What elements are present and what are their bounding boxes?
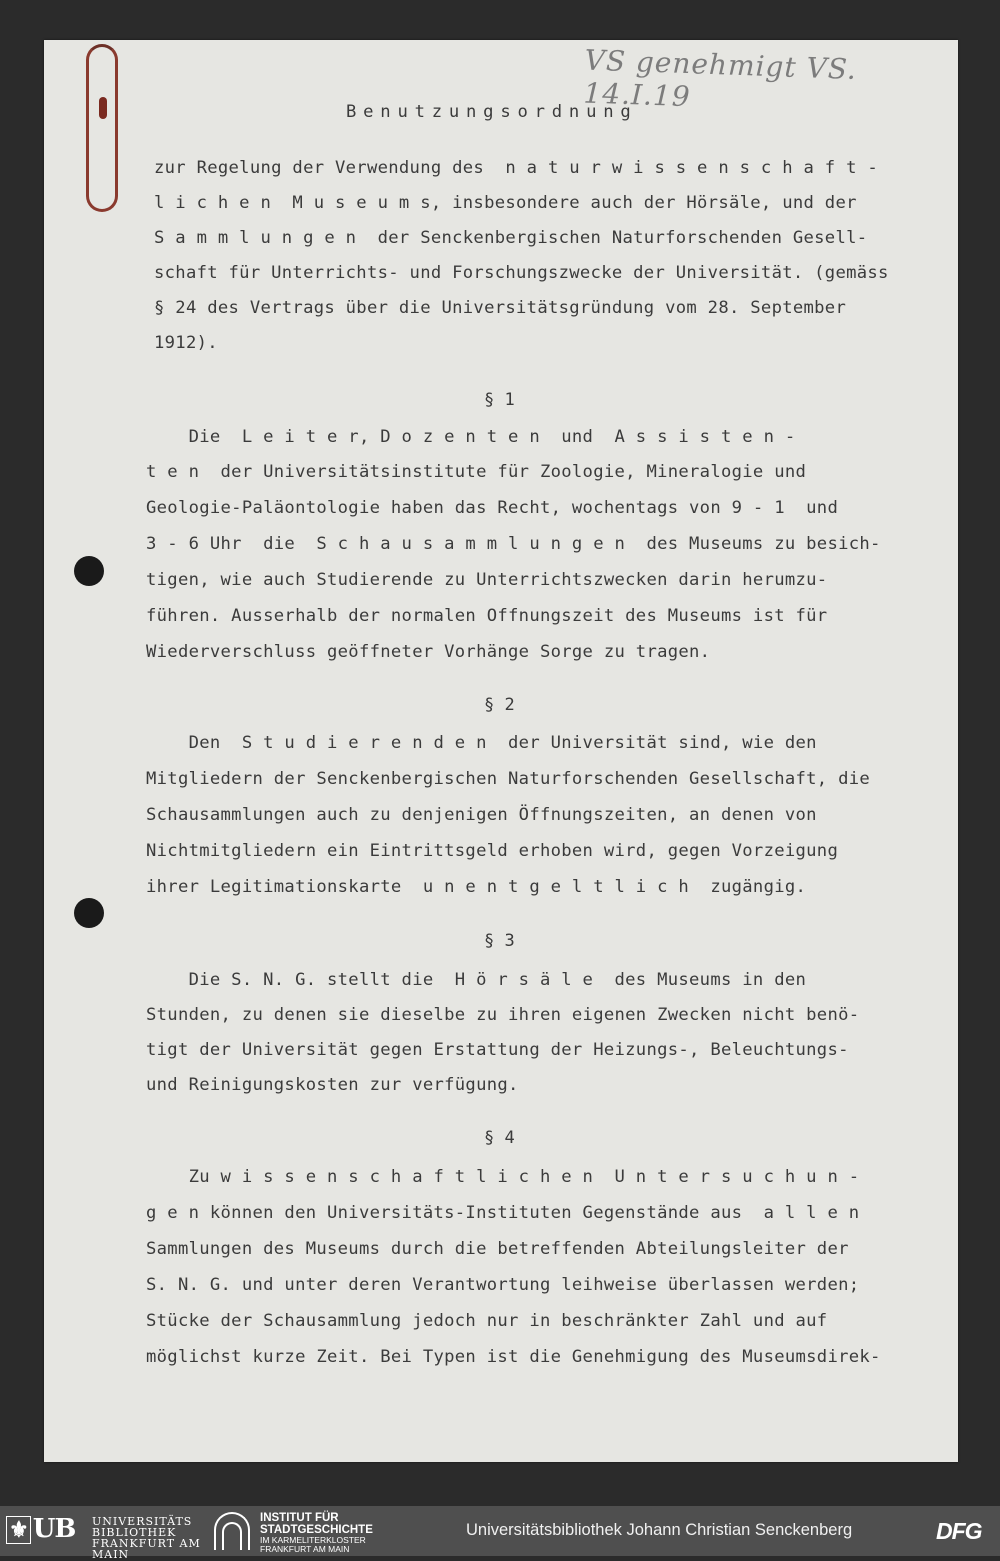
section-line: Den S t u d i e r e n d e n der Universität sind, wie den bbox=[146, 733, 817, 753]
intro-line: 1912). bbox=[154, 333, 218, 353]
section-line: 3 - 6 Uhr die S c h a u s a m m l u n g e n des Museums zu besich- bbox=[146, 534, 881, 554]
handwritten-approval-note: VS genehmigt VS. 14.I.19 bbox=[582, 43, 858, 114]
section-line: tigt der Universität gegen Erstattung der Heizungs-, Beleuchtungs- bbox=[146, 1040, 849, 1060]
document-page bbox=[44, 40, 958, 1462]
section-line: möglichst kurze Zeit. Bei Typen ist die Genehmigung des Museumsdirek- bbox=[146, 1347, 881, 1367]
section-line: Stücke der Schausammlung jedoch nur in beschränkter Zahl und auf bbox=[146, 1311, 828, 1331]
section-line: und Reinigungskosten zur verfügung. bbox=[146, 1075, 519, 1095]
section-line: Zu w i s s e n s c h a f t l i c h e n U n t e r s u c h u n - bbox=[146, 1167, 860, 1187]
section-heading: § 3 bbox=[484, 931, 515, 951]
section-line: Nichtmitgliedern ein Eintrittsgeld erhoben wird, gegen Vorzeigung bbox=[146, 841, 839, 861]
section-heading: § 4 bbox=[484, 1128, 515, 1148]
ub-logo-text: UNIVERSITÄTS BIBLIOTHEK FRANKFURT AM MAIN bbox=[92, 1515, 201, 1561]
section-line: g e n können den Universitäts-Instituten Gegenstände aus a l l e n bbox=[146, 1203, 860, 1223]
intro-line: schaft für Unterrichts- und Forschungszwecke der Universität. (gemäss bbox=[154, 263, 889, 283]
document-title: Benutzungsordnung bbox=[346, 102, 638, 122]
institut-logo-text: INSTITUT FÜR STADTGESCHICHTE IM KARMELITERKLOSTER FRANKFURT AM MAIN bbox=[260, 1512, 373, 1554]
section-line: Sammlungen des Museums durch die betreffenden Abteilungsleiter der bbox=[146, 1239, 849, 1259]
section-line: tigen, wie auch Studierende zu Unterrichtszwecken darin herumzu- bbox=[146, 570, 828, 590]
ub-mark-icon: ⚜ UB bbox=[6, 1514, 75, 1544]
section-line: Geologie-Paläontologie haben das Recht, wochentags von 9 - 1 und bbox=[146, 498, 839, 518]
section-line: Die L e i t e r, D o z e n t e n und A s s i s t e n - bbox=[146, 427, 796, 447]
section-heading: § 2 bbox=[484, 695, 515, 715]
punch-hole-1 bbox=[74, 556, 104, 586]
section-line: Die S. N. G. stellt die H ö r s ä l e des Museums in den bbox=[146, 970, 807, 990]
section-line: S. N. G. und unter deren Verantwortung leihweise überlassen werden; bbox=[146, 1275, 860, 1295]
section-line: t e n der Universitätsinstitute für Zoologie, Mineralogie und bbox=[146, 462, 807, 482]
section-line: ihrer Legitimationskarte u n e n t g e l t l i c h zugängig. bbox=[146, 877, 807, 897]
section-line: führen. Ausserhalb der normalen Offnungszeit des Museums ist für bbox=[146, 606, 828, 626]
section-heading: § 1 bbox=[484, 390, 515, 410]
intro-line: § 24 des Vertrags über die Universitätsgründung vom 28. September bbox=[154, 298, 847, 318]
intro-line: S a m m l u n g e n der Senckenbergischen Naturforschenden Gesell- bbox=[154, 228, 868, 248]
library-name[interactable]: Universitätsbibliothek Johann Christian Senckenberg bbox=[466, 1521, 853, 1539]
intro-line: l i c h e n M u s e u m s, insbesondere auch der Hörsäle, und der bbox=[154, 193, 857, 213]
dfg-logo[interactable]: DFG bbox=[936, 1518, 982, 1544]
punch-hole-2 bbox=[74, 898, 104, 928]
institut-logo[interactable] bbox=[214, 1512, 394, 1552]
ub-logo[interactable] bbox=[6, 1514, 206, 1561]
section-line: Schausammlungen auch zu denjenigen Öffnungszeiten, an denen von bbox=[146, 805, 817, 825]
intro-line: zur Regelung der Verwendung des n a t u r w i s s e n s c h a f t - bbox=[154, 158, 879, 178]
paper-clip bbox=[86, 44, 118, 212]
section-line: Wiederverschluss geöffneter Vorhänge Sorge zu tragen. bbox=[146, 642, 711, 662]
section-line: Stunden, zu denen sie dieselbe zu ihren eigenen Zwecken nicht benö- bbox=[146, 1005, 860, 1025]
section-line: Mitgliedern der Senckenbergischen Naturforschenden Gesellschaft, die bbox=[146, 769, 871, 789]
footer-bar bbox=[0, 1506, 1000, 1561]
